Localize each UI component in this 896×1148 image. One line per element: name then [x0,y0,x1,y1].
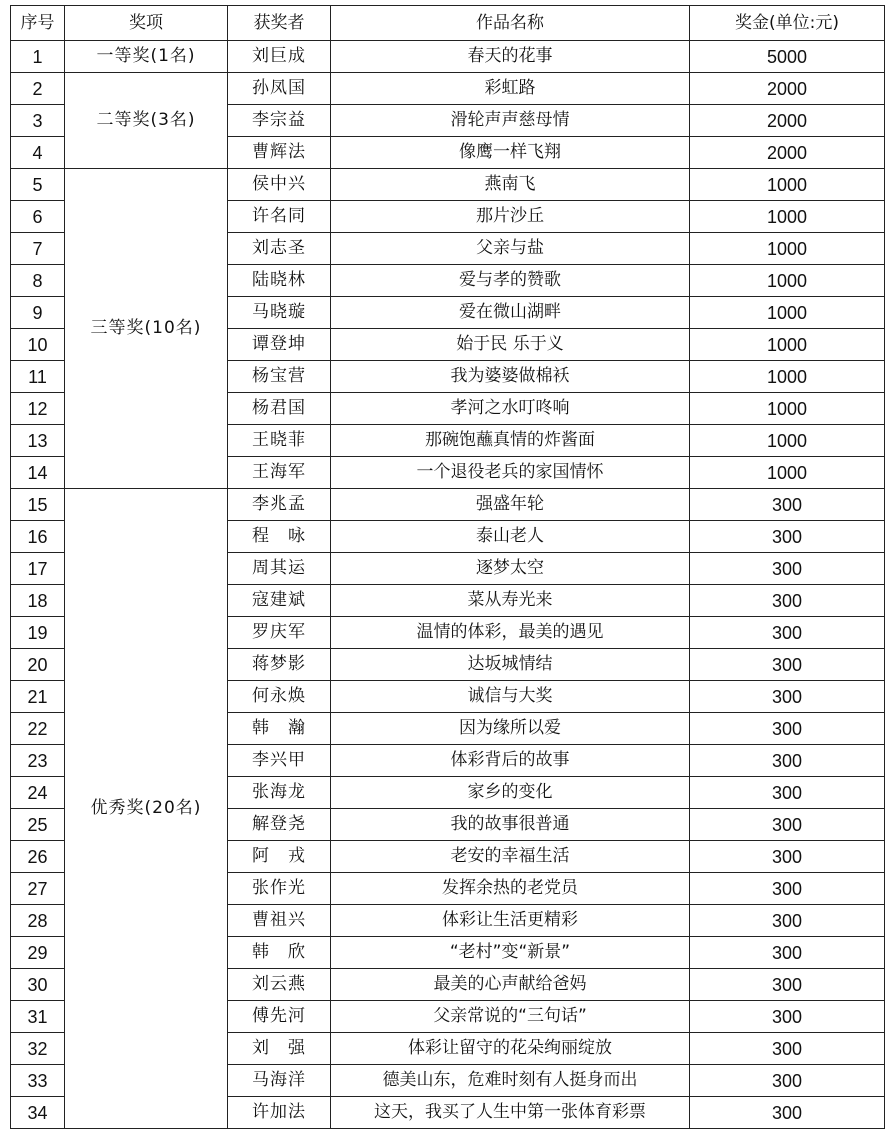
seq-cell: 8 [11,265,65,297]
work-title-cell: 那片沙丘 [331,201,690,233]
prize-cell: 300 [690,553,885,585]
work-title-cell: 像鹰一样飞翔 [331,137,690,169]
seq-cell: 6 [11,201,65,233]
header-prize: 奖金(单位:元) [690,6,885,41]
seq-cell: 27 [11,873,65,905]
work-title-cell: 父亲常说的“三句话” [331,1001,690,1033]
work-title-cell: 强盛年轮 [331,489,690,521]
seq-cell: 31 [11,1001,65,1033]
seq-cell: 22 [11,713,65,745]
seq-cell: 30 [11,969,65,1001]
header-award: 奖项 [65,6,228,41]
seq-cell: 5 [11,169,65,201]
prize-cell: 300 [690,1065,885,1097]
header-winner: 获奖者 [228,6,331,41]
table-body [11,41,885,1129]
prize-cell: 300 [690,713,885,745]
award-winners-table [10,5,885,1129]
prize-cell: 300 [690,745,885,777]
work-title-cell: 那碗饱蘸真情的炸酱面 [331,425,690,457]
seq-cell: 24 [11,777,65,809]
work-title-cell: 德美山东，危难时刻有人挺身而出 [331,1065,690,1097]
winner-cell: 张作光 [228,873,331,905]
work-title-cell: 逐梦太空 [331,553,690,585]
prize-cell: 1000 [690,233,885,265]
winner-cell: 许名同 [228,201,331,233]
work-title-cell: 发挥余热的老党员 [331,873,690,905]
seq-cell: 7 [11,233,65,265]
prize-cell: 300 [690,841,885,873]
winner-cell: 程 咏 [228,521,331,553]
prize-cell: 300 [690,585,885,617]
table-row [11,489,885,521]
work-title-cell: 体彩背后的故事 [331,745,690,777]
seq-cell: 26 [11,841,65,873]
winner-cell: 李兆孟 [228,489,331,521]
winner-cell: 阿 戎 [228,841,331,873]
work-title-cell: 孝河之水叮咚响 [331,393,690,425]
prize-cell: 1000 [690,361,885,393]
prize-cell: 2000 [690,73,885,105]
winner-cell: 孙凤国 [228,73,331,105]
seq-cell: 32 [11,1033,65,1065]
work-title-cell: 春天的花事 [331,41,690,73]
header-seq: 序号 [11,6,65,41]
prize-cell: 300 [690,969,885,1001]
seq-cell: 20 [11,649,65,681]
work-title-cell: 彩虹路 [331,73,690,105]
winner-cell: 刘 强 [228,1033,331,1065]
winner-cell: 张海龙 [228,777,331,809]
work-title-cell: 滑轮声声慈母情 [331,105,690,137]
seq-cell: 21 [11,681,65,713]
prize-cell: 300 [690,777,885,809]
winner-cell: 马海洋 [228,1065,331,1097]
winner-cell: 杨宝营 [228,361,331,393]
prize-cell: 300 [690,649,885,681]
work-title-cell: 体彩让留守的花朵绚丽绽放 [331,1033,690,1065]
seq-cell: 15 [11,489,65,521]
prize-cell: 1000 [690,329,885,361]
work-title-cell: 老安的幸福生活 [331,841,690,873]
winner-cell: 李宗益 [228,105,331,137]
winner-cell: 韩 瀚 [228,713,331,745]
prize-cell: 1000 [690,265,885,297]
seq-cell: 16 [11,521,65,553]
prize-cell: 300 [690,521,885,553]
prize-cell: 1000 [690,457,885,489]
work-title-cell: 一个退役老兵的家国情怀 [331,457,690,489]
winner-cell: 寇建斌 [228,585,331,617]
prize-cell: 300 [690,1001,885,1033]
winner-cell: 罗庆军 [228,617,331,649]
winner-cell: 曹祖兴 [228,905,331,937]
work-title-cell: 我为婆婆做棉袄 [331,361,690,393]
seq-cell: 23 [11,745,65,777]
winner-cell: 何永焕 [228,681,331,713]
seq-cell: 13 [11,425,65,457]
seq-cell: 18 [11,585,65,617]
winner-cell: 侯中兴 [228,169,331,201]
table-row [11,169,885,201]
prize-cell: 2000 [690,105,885,137]
seq-cell: 3 [11,105,65,137]
winner-cell: 蒋梦影 [228,649,331,681]
seq-cell: 29 [11,937,65,969]
work-title-cell: 泰山老人 [331,521,690,553]
seq-cell: 12 [11,393,65,425]
prize-cell: 1000 [690,425,885,457]
award-level-cell: 三等奖(10名) [65,169,228,489]
award-level-cell: 一等奖(1名) [65,41,228,73]
prize-cell: 1000 [690,297,885,329]
seq-cell: 10 [11,329,65,361]
work-title-cell: 燕南飞 [331,169,690,201]
work-title-cell: 诚信与大奖 [331,681,690,713]
work-title-cell: 体彩让生活更精彩 [331,905,690,937]
prize-cell: 300 [690,873,885,905]
header-work-title: 作品名称 [331,6,690,41]
work-title-cell: 最美的心声献给爸妈 [331,969,690,1001]
prize-cell: 1000 [690,393,885,425]
prize-cell: 1000 [690,169,885,201]
work-title-cell: 始于民 乐于义 [331,329,690,361]
winner-cell: 解登尧 [228,809,331,841]
winner-cell: 傅先河 [228,1001,331,1033]
work-title-cell: 因为缘所以爱 [331,713,690,745]
work-title-cell: 温情的体彩，最美的遇见 [331,617,690,649]
prize-cell: 300 [690,1097,885,1129]
table-header [11,6,885,41]
winner-cell: 杨君国 [228,393,331,425]
winner-cell: 刘志圣 [228,233,331,265]
table-row [11,41,885,73]
seq-cell: 1 [11,41,65,73]
table-row [11,73,885,105]
prize-cell: 300 [690,1033,885,1065]
seq-cell: 11 [11,361,65,393]
prize-cell: 300 [690,489,885,521]
winner-cell: 周其运 [228,553,331,585]
award-level-cell: 优秀奖(20名) [65,489,228,1129]
award-level-cell: 二等奖(3名) [65,73,228,169]
seq-cell: 14 [11,457,65,489]
work-title-cell: 达坂城情结 [331,649,690,681]
seq-cell: 17 [11,553,65,585]
winner-cell: 曹辉法 [228,137,331,169]
prize-cell: 300 [690,617,885,649]
prize-cell: 300 [690,681,885,713]
prize-cell: 1000 [690,201,885,233]
seq-cell: 9 [11,297,65,329]
winner-cell: 刘云燕 [228,969,331,1001]
prize-cell: 5000 [690,41,885,73]
seq-cell: 2 [11,73,65,105]
winner-cell: 马晓璇 [228,297,331,329]
work-title-cell: 爱与孝的赞歌 [331,265,690,297]
header-row [11,6,885,41]
winner-cell: 陆晓林 [228,265,331,297]
winner-cell: 刘巨成 [228,41,331,73]
winner-cell: 韩 欣 [228,937,331,969]
work-title-cell: 爱在微山湖畔 [331,297,690,329]
work-title-cell: 父亲与盐 [331,233,690,265]
winner-cell: 谭登坤 [228,329,331,361]
prize-cell: 2000 [690,137,885,169]
seq-cell: 25 [11,809,65,841]
work-title-cell: 这天，我买了人生中第一张体育彩票 [331,1097,690,1129]
seq-cell: 33 [11,1065,65,1097]
work-title-cell: 菜从寿光来 [331,585,690,617]
winner-cell: 王晓菲 [228,425,331,457]
winner-cell: 许加法 [228,1097,331,1129]
seq-cell: 4 [11,137,65,169]
winner-cell: 李兴甲 [228,745,331,777]
seq-cell: 19 [11,617,65,649]
prize-cell: 300 [690,809,885,841]
prize-cell: 300 [690,905,885,937]
work-title-cell: 家乡的变化 [331,777,690,809]
work-title-cell: 我的故事很普通 [331,809,690,841]
seq-cell: 34 [11,1097,65,1129]
seq-cell: 28 [11,905,65,937]
winner-cell: 王海军 [228,457,331,489]
work-title-cell: “老村”变“新景” [331,937,690,969]
prize-cell: 300 [690,937,885,969]
